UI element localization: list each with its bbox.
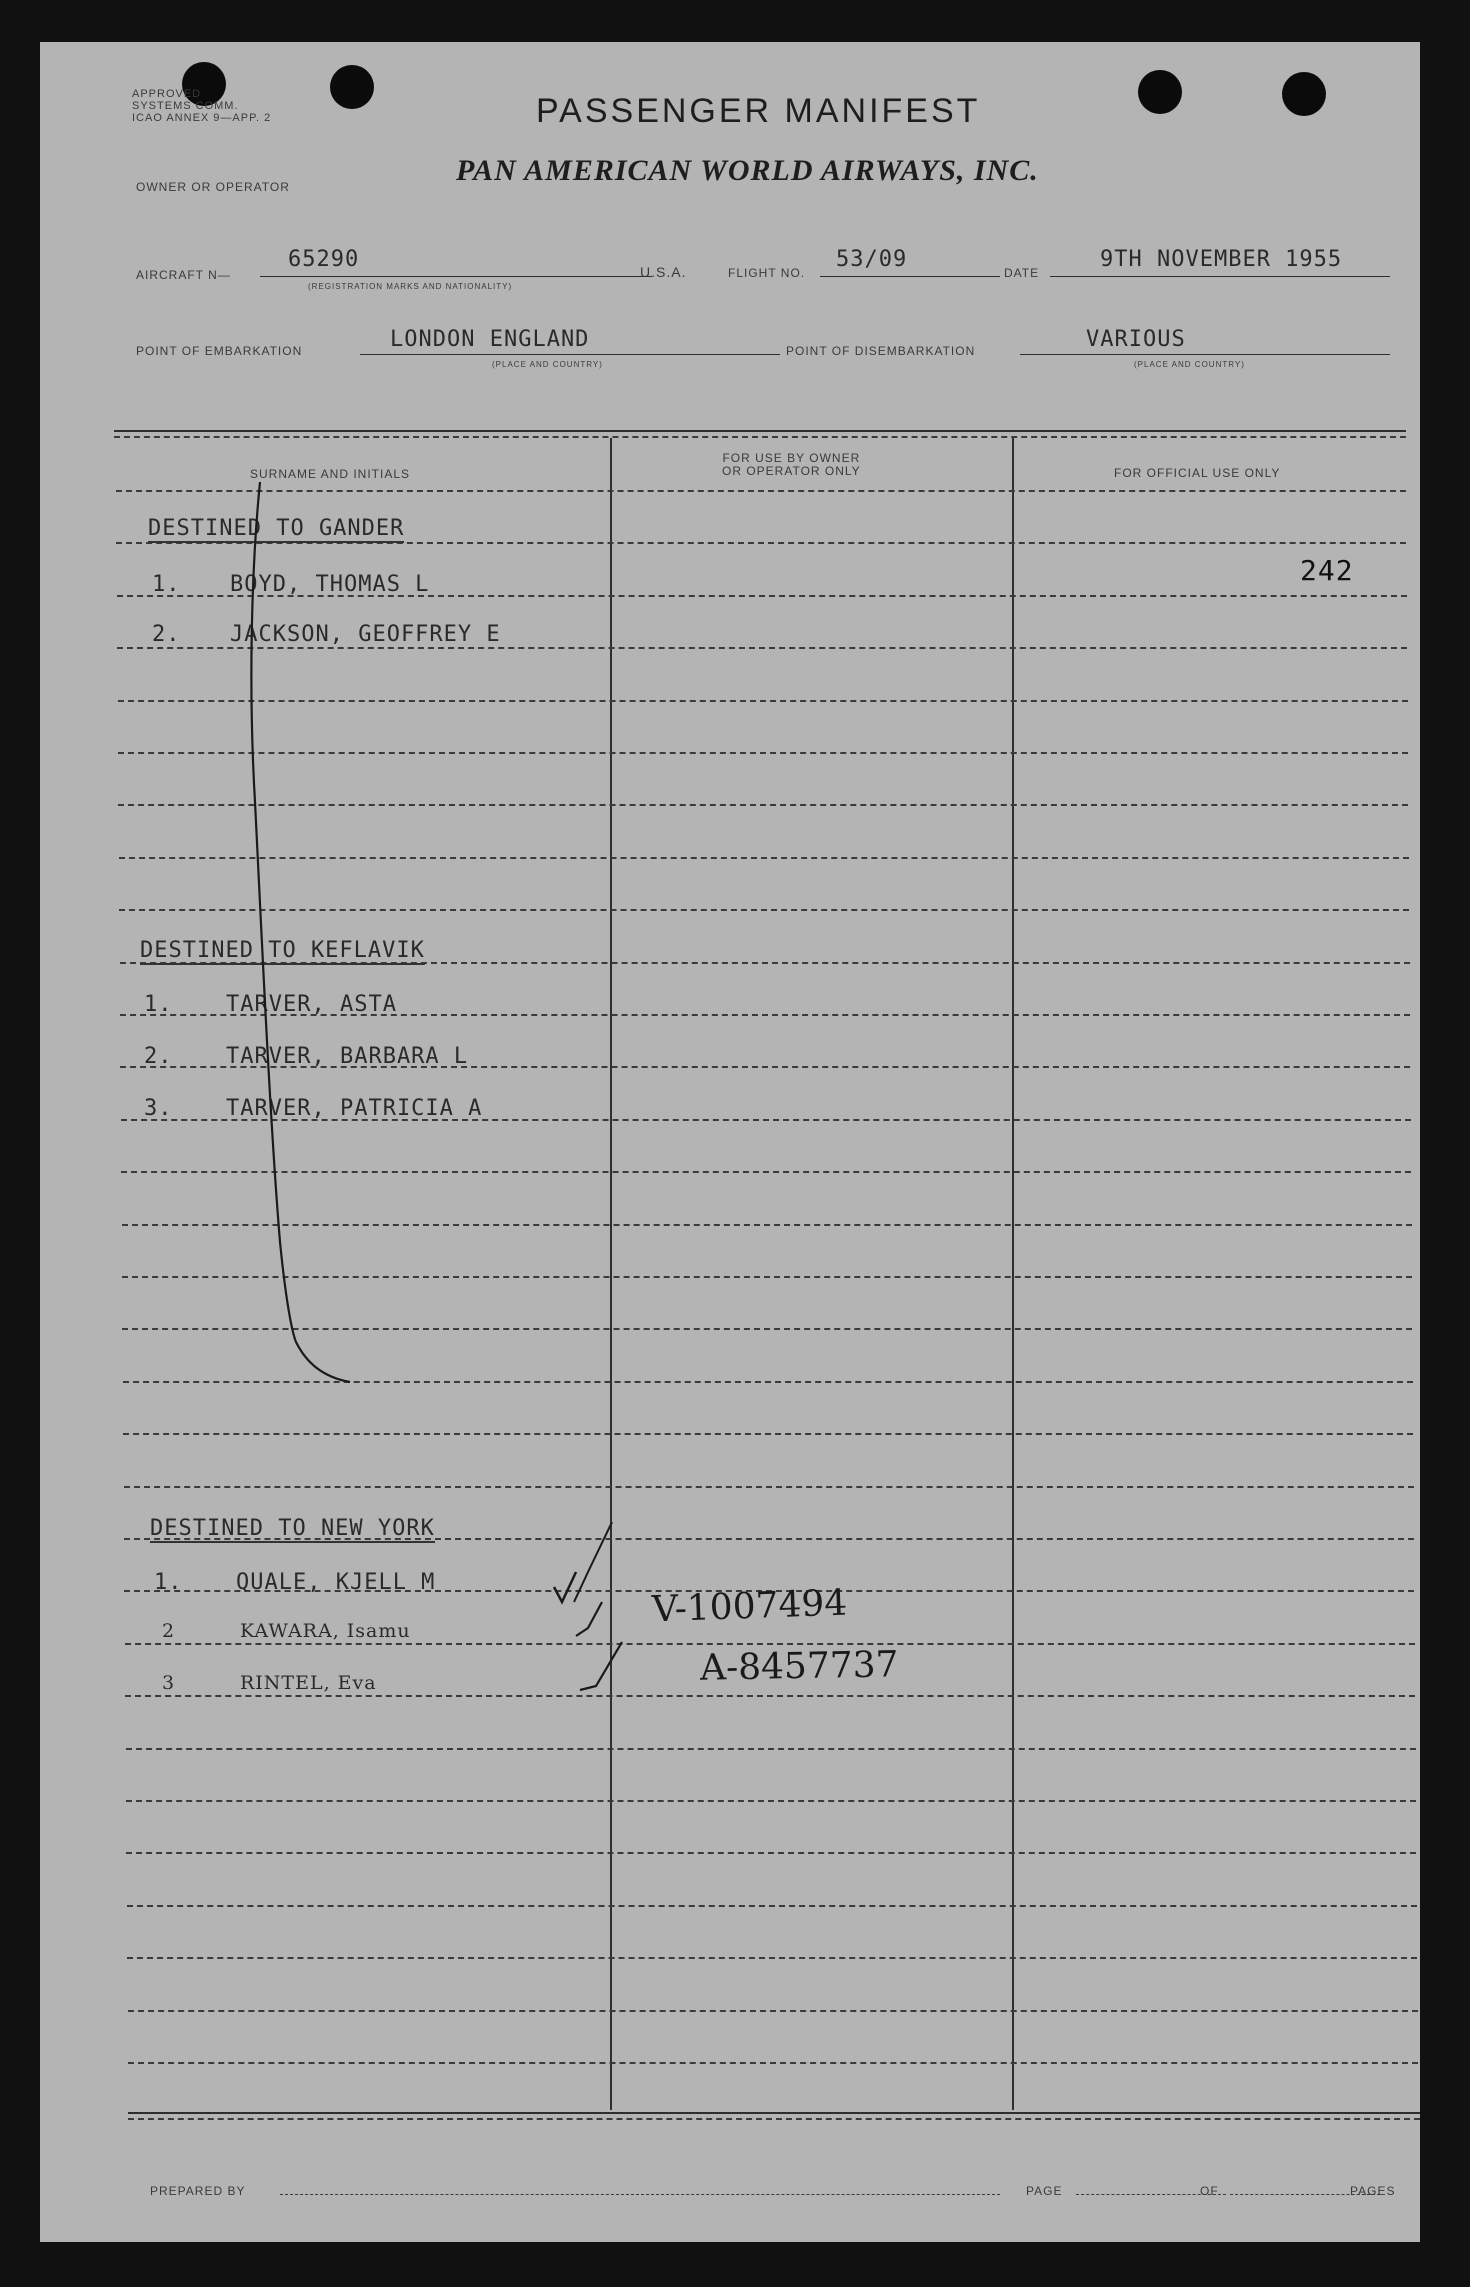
- approval-line: SYSTEMS COMM.: [132, 100, 239, 112]
- check-mark: [580, 1642, 622, 1690]
- passenger-num: 3.: [144, 1096, 173, 1121]
- flight-date: 9TH NOVEMBER 1955: [1100, 247, 1343, 272]
- page-label: PAGE: [1026, 2184, 1063, 2198]
- airline-name: PAN AMERICAN WORLD AIRWAYS, INC.: [456, 154, 1039, 187]
- column-header-owner-line: FOR USE BY OWNER: [722, 451, 861, 465]
- passenger-num: 2: [162, 1620, 176, 1642]
- disembark-place: VARIOUS: [1086, 327, 1186, 352]
- manifest-sheet: [40, 42, 1420, 2242]
- passenger-num: 2.: [152, 622, 181, 647]
- aircraft-number: 65290: [288, 247, 360, 272]
- check-mark: [576, 1602, 602, 1636]
- disembark-label: POINT OF DISEMBARKATION: [786, 344, 976, 358]
- disembark-note: (PLACE AND COUNTRY): [1134, 360, 1245, 369]
- passenger-num: 1.: [154, 1570, 183, 1595]
- embark-label: POINT OF EMBARKATION: [136, 344, 303, 358]
- pen-marks: [40, 42, 1420, 2242]
- flight-number: 53/09: [836, 247, 908, 272]
- usa-label: U.S.A.: [640, 264, 687, 280]
- passenger-name: KAWARA, Isamu: [240, 1620, 411, 1642]
- passenger-name: TARVER, PATRICIA A: [226, 1096, 483, 1121]
- group-heading-gander: DESTINED TO GANDER: [148, 516, 405, 541]
- embark-place: LONDON ENGLAND: [390, 327, 590, 352]
- passenger-num: 1.: [152, 572, 181, 597]
- passenger-name: RINTEL, Eva: [240, 1672, 377, 1694]
- group-heading-keflavik: DESTINED TO KEFLAVIK: [140, 938, 425, 963]
- of-label: OF: [1200, 2184, 1219, 2198]
- column-header-owner-line: OR OPERATOR ONLY: [722, 464, 861, 478]
- pages-label: PAGES: [1350, 2184, 1396, 2198]
- registration-note: (REGISTRATION MARKS AND NATIONALITY): [308, 282, 513, 291]
- approval-line: APPROVED: [132, 88, 202, 100]
- passenger-num: 1.: [144, 992, 173, 1017]
- passenger-name: JACKSON, GEOFFREY E: [230, 622, 501, 647]
- official-number: 242: [1300, 554, 1354, 587]
- handwritten-number: V-1007494: [651, 1582, 848, 1631]
- passenger-name: TARVER, BARBARA L: [226, 1044, 469, 1069]
- passenger-num: 3: [162, 1672, 176, 1694]
- bracket-stroke: [251, 482, 350, 1382]
- flight-label: FLIGHT NO.: [728, 266, 806, 280]
- column-header-name: SURNAME AND INITIALS: [250, 467, 411, 481]
- group-heading-new-york: DESTINED TO NEW YORK: [150, 1516, 435, 1541]
- passenger-name: BOYD, THOMAS L: [230, 572, 430, 597]
- passenger-name: QUALE, KJELL M: [236, 1570, 436, 1595]
- check-mark: [554, 1572, 576, 1602]
- check-mark: [574, 1522, 612, 1602]
- embark-note: (PLACE AND COUNTRY): [492, 360, 603, 369]
- column-header-official: FOR OFFICIAL USE ONLY: [1114, 466, 1281, 480]
- owner-label: OWNER OR OPERATOR: [136, 180, 290, 194]
- handwritten-number: A-8457737: [699, 1644, 899, 1689]
- passenger-name: TARVER, ASTA: [226, 992, 397, 1017]
- date-label: DATE: [1004, 266, 1040, 280]
- passenger-num: 2.: [144, 1044, 173, 1069]
- page-title: PASSENGER MANIFEST: [536, 92, 981, 130]
- aircraft-label: AIRCRAFT N—: [136, 268, 231, 282]
- prepared-by-label: PREPARED BY: [150, 2184, 246, 2198]
- approval-line: ICAO ANNEX 9—APP. 2: [132, 112, 272, 124]
